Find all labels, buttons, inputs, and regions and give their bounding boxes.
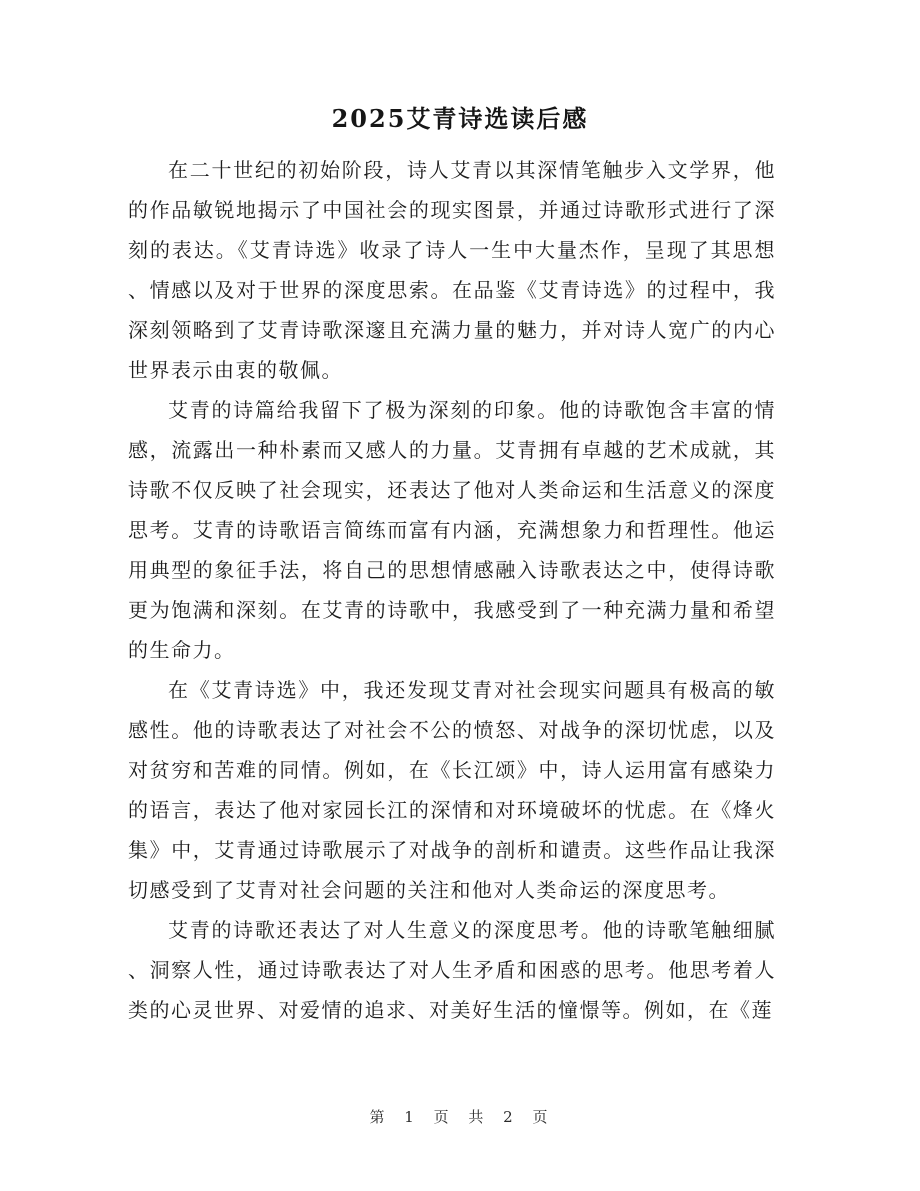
- document-body: [128, 150, 776, 1030]
- paragraph: 艾青的诗歌还表达了对人生意义的深度思考。他的诗歌笔触细腻、洞察人性，通过诗歌表达了对人生矛盾和困惑的思考。他思考着人类的心灵世界、对爱情的追求、对美好生活的憧憬等。例如，在《莲: [128, 918, 776, 1022]
- page-number-text: 第 1 页 共 2 页: [369, 1108, 551, 1126]
- document-title: 2025艾青诗选读后感: [331, 104, 589, 133]
- paragraph: 在《艾青诗选》中，我还发现艾青对社会现实问题具有极高的敏感性。他的诗歌表达了对社会不公的愤怒、对战争的深切忧虑，以及对贫穷和苦难的同情。例如，在《长江颂》中，诗人运用富有感染力的语言，表达了他对家园长江的深情和对环境破坏的忧虑。在《烽火集》中，艾青通过诗歌展示了对战争的剖析和谴责。这些作品让我深切感受到了艾青对社会问题的关注和他对人类命运的深度思考。: [128, 678, 776, 902]
- page-footer: [0, 1106, 920, 1127]
- paragraph: 艾青的诗篇给我留下了极为深刻的印象。他的诗歌饱含丰富的情感，流露出一种朴素而又感人的力量。艾青拥有卓越的艺术成就，其诗歌不仅反映了社会现实，还表达了他对人类命运和生活意义的深度思考。艾青的诗歌语言简练而富有内涵，充满想象力和哲理性。他运用典型的象征手法，将自己的思想情感融入诗歌表达之中，使得诗歌更为饱满和深刻。在艾青的诗歌中，我感受到了一种充满力量和希望的生命力。: [128, 398, 776, 662]
- paragraph: 在二十世纪的初始阶段，诗人艾青以其深情笔触步入文学界，他的作品敏锐地揭示了中国社会的现实图景，并通过诗歌形式进行了深刻的表达。《艾青诗选》收录了诗人一生中大量杰作，呈现了其思想、情感以及对于世界的深度思索。在品鉴《艾青诗选》的过程中，我深刻领略到了艾青诗歌深邃且充满力量的魅力，并对诗人宽广的内心世界表示由衷的敬佩。: [128, 158, 776, 382]
